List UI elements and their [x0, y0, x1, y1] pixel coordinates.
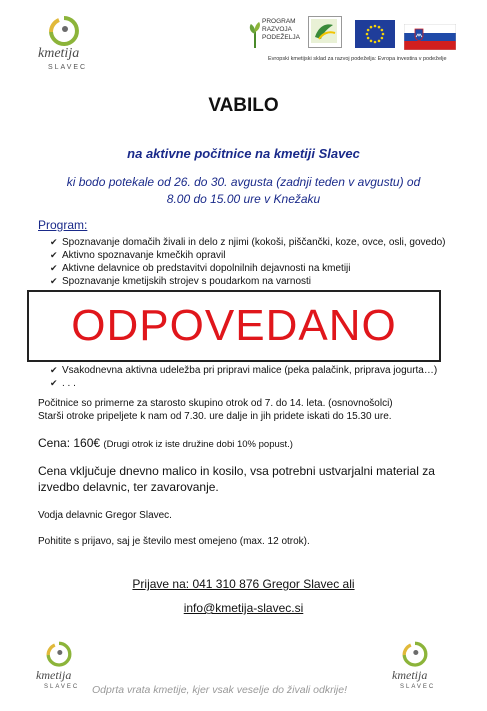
program-line-3: PODEŽELJA — [262, 34, 300, 41]
leader-line: Vodja delavnic Gregor Slavec. — [38, 510, 172, 521]
program-line-1: PROGRAM — [262, 18, 296, 25]
program-line-2: RAZVOJA — [262, 26, 292, 33]
page-title: VABILO — [208, 95, 279, 116]
kmetija-logo-bottom-right — [384, 640, 444, 696]
leader-logo — [308, 16, 342, 48]
list-item: ✔ Aktivne delavnice ob predstavitvi dopolnilnih dejavnosti na kmetiji — [50, 263, 351, 274]
list-item: ✔ Vsakodnevna aktivna udeležba pri pripravi malice (peka palačink, priprava jogurta…) — [50, 365, 438, 376]
footer-slogan: Odprta vrata kmetije, kjer vsak veselje do živali odkrije! — [92, 684, 348, 696]
cancelled-text: ODPOVEDANO — [71, 301, 397, 350]
logo-word: kmetija — [38, 46, 80, 61]
check-icon: ✔ — [50, 276, 58, 286]
logo-word: kmetija — [36, 668, 72, 682]
list-item: ✔ . . . — [50, 378, 76, 389]
logo-word: kmetija — [392, 668, 428, 682]
program-list — [50, 236, 470, 288]
slovenia-flag — [404, 24, 456, 50]
price-label: Cena: 160€ — [38, 436, 101, 450]
age-line: Počitnice so primerne za starosto skupino otrok od 7. do 14. leta. (osnovnošolci) — [38, 398, 393, 409]
eu-flag — [355, 20, 395, 48]
list-item: ✔ Aktivno spoznavanje kmečkih opravil — [50, 250, 226, 261]
logo-sub: SLAVEC — [48, 64, 88, 71]
logo-sub: SLAVEC — [400, 684, 436, 690]
eu-flag-icon — [355, 20, 395, 48]
pickup-line: Starši otroke pripeljete k nam od 7.30. ure dalje in jih pridete iskati do 15.30 ure. — [38, 411, 392, 422]
kmetija-logo-bottom-left — [28, 640, 88, 696]
sprout-icon — [248, 20, 262, 50]
list-item: ✔ Spoznavanje kmetijskih strojev s poudarkom na varnosti — [50, 276, 312, 287]
program-logo — [248, 16, 308, 56]
logo-swirl-icon — [42, 640, 76, 670]
check-icon: ✔ — [50, 237, 58, 247]
leader-icon — [309, 17, 339, 45]
slovenia-flag-icon — [404, 24, 456, 50]
check-icon: ✔ — [50, 263, 58, 273]
program-heading: Program: — [38, 218, 88, 232]
check-icon: ✔ — [50, 250, 58, 260]
check-icon: ✔ — [50, 365, 58, 375]
eu-caption: Evropski kmetijski sklad za razvoj podeželja: Evropa investira v podeželje — [268, 56, 447, 62]
logo-swirl-icon — [398, 640, 432, 670]
price — [38, 436, 293, 450]
includes-text: Cena vključuje dnevno malico in kosilo, vsa potrebni ustvarjalni material za izvedbo delavnic, ter zavarovanje. — [38, 464, 435, 494]
logo-sub: SLAVEC — [44, 684, 80, 690]
price-note: (Drugi otrok iz iste družine dobi 10% popust.) — [103, 439, 293, 450]
signup-line: Prijave na: 041 310 876 Gregor Slavec ali — [132, 577, 355, 591]
program-list-after — [50, 364, 470, 390]
dates-line-2: 8.00 do 15.00 ure v Knežaku — [166, 192, 321, 206]
check-icon: ✔ — [50, 378, 58, 388]
kmetija-logo-top — [28, 14, 98, 76]
subtitle: na aktivne počitnice na kmetiji Slavec — [127, 146, 360, 161]
cancelled-stamp — [27, 290, 441, 362]
hurry-line: Pohitite s prijavo, saj je število mest omejeno (max. 12 otrok). — [38, 536, 310, 547]
email-link[interactable]: info@kmetija-slavec.si — [183, 601, 304, 615]
logo-swirl-icon — [44, 14, 84, 50]
list-item: ✔ Spoznavanje domačih živali in delo z njimi (kokoši, piščančki, koze, ovce, osli, govedo) — [50, 237, 446, 248]
dates-line-1: ki bodo potekale od 26. do 30. avgusta (zadnji teden v avgustu) od — [66, 175, 421, 189]
